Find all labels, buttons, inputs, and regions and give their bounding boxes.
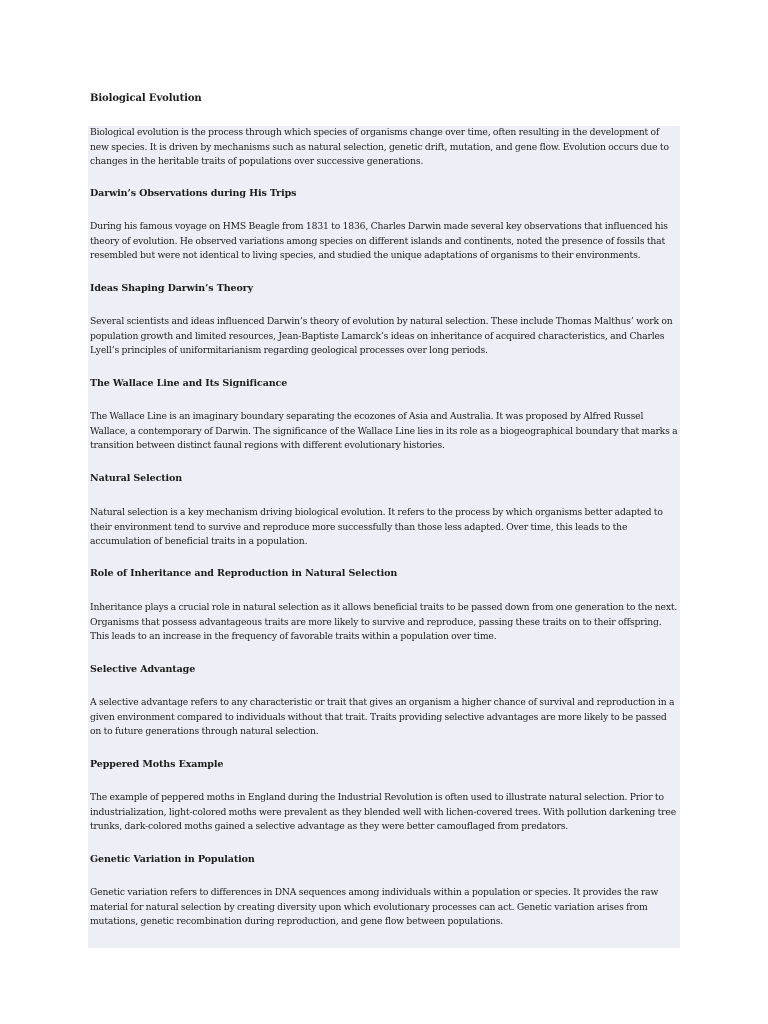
section-ideas-shaping-body: [90, 315, 680, 359]
section-genetic-variation-body: [90, 886, 680, 930]
section-paragraph: During his famous voyage on HMS Beagle from 1831 to 1836, Charles Darwin made several key observations that influenced his theory of evolution. He observed variations among species on different islands and continents, noted the presence of fossils that resembled but were not identical to living species, and studied the unique adaptations of organisms to their environments.: [90, 221, 668, 261]
section-darwin-observations-body: [90, 220, 680, 264]
section-wallace-line: [90, 377, 680, 391]
section-paragraph: Inheritance plays a crucial role in natural selection as it allows beneficial traits to be passed down from one generation to the next. Organisms that possess advantageous traits are more likely to survive and reproduce, passing these traits on to their offspring. This leads to an increase in the frequency of favorable traits within a population over time.: [90, 602, 678, 642]
section-natural-selection-body: [90, 506, 680, 550]
intro-block: [90, 126, 680, 170]
section-paragraph: Natural selection is a key mechanism driving biological evolution. It refers to the process by which organisms better adapted to their environment tend to survive and reproduce more successfully than those less adapted. Over time, this leads to the accumulation of beneficial traits in a population.: [90, 507, 663, 547]
section-heading: Peppered Moths Example: [90, 759, 224, 770]
section-darwin-observations: [90, 187, 680, 201]
section-inheritance-reproduction-body: [90, 601, 680, 645]
intro-paragraph: Biological evolution is the process through which species of organisms change over time, often resulting in the development of new species. It is driven by mechanisms such as natural selection, genetic drift, mutation, and gene flow. Evolution occurs due to changes in the heritable traits of populations over successive generations.: [90, 127, 669, 167]
section-inheritance-reproduction: [90, 567, 680, 581]
section-genetic-variation: [90, 853, 680, 867]
section-heading: Darwin’s Observations during His Trips: [90, 188, 297, 199]
section-heading: Selective Advantage: [90, 664, 196, 675]
section-ideas-shaping: [90, 282, 680, 296]
section-paragraph: The Wallace Line is an imaginary boundary separating the ecozones of Asia and Australia. It was proposed by Alfred Russel Wallace, a contemporary of Darwin. The significance of the Wallace Line lies in its role as a biogeographical boundary that marks a transition between distinct faunal regions with different evolutionary histories.: [90, 411, 678, 451]
section-wallace-line-body: [90, 410, 680, 454]
section-paragraph: The example of peppered moths in England during the Industrial Revolution is often used to illustrate natural selection. Prior to industrialization, light-colored moths were prevalent as they blended well with lichen-covered trees. With pollution darkening tree trunks, dark-colored moths gained a selective advantage as they were better camouflaged from predators.: [90, 792, 676, 832]
section-heading: Role of Inheritance and Reproduction in Natural Selection: [90, 568, 398, 579]
section-heading: The Wallace Line and Its Significance: [90, 378, 288, 389]
section-heading: Ideas Shaping Darwin’s Theory: [90, 283, 254, 294]
section-heading: Natural Selection: [90, 473, 183, 484]
section-selective-advantage-body: [90, 696, 680, 740]
section-paragraph: Genetic variation refers to differences in DNA sequences among individuals within a population or species. It provides the raw material for natural selection by creating diversity upon which evolutionary processes can act. Genetic variation arises from mutations, genetic recombination during reproduction, and gene flow between populations.: [90, 887, 659, 927]
section-peppered-moths: [90, 758, 680, 772]
section-paragraph: Several scientists and ideas influenced Darwin’s theory of evolution by natural selection. These include Thomas Malthus’ work on population growth and limited resources, Jean-Baptiste Lamarck’s ideas on inheritance of acquired characteristics, and Charles Lyell’s principles of uniformitarianism regarding geological processes over long periods.: [90, 316, 673, 356]
section-selective-advantage: [90, 663, 680, 677]
section-peppered-moths-body: [90, 791, 680, 835]
section-paragraph: A selective advantage refers to any characteristic or trait that gives an organism a higher chance of survival and reproduction in a given environment compared to individuals without that trait. Traits providing selective advantages are more likely to be passed on to future generations through natural selection.: [90, 697, 675, 737]
document-title: Biological Evolution: [90, 93, 202, 104]
section-natural-selection: [90, 472, 680, 486]
section-heading: Genetic Variation in Population: [90, 854, 255, 865]
